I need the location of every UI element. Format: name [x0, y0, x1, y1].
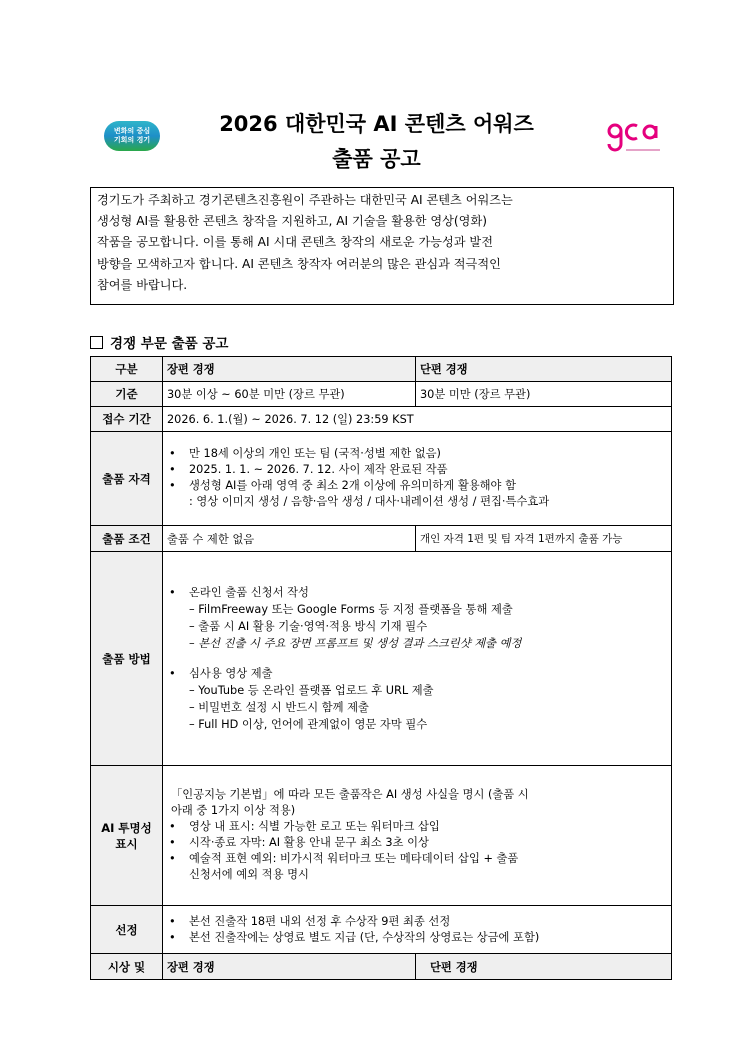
method-cell: [163, 552, 672, 766]
transparency-cell: [163, 766, 672, 906]
header-cell-category: 구분: [91, 357, 163, 382]
row-label-method: 출품 방법: [91, 552, 163, 766]
logo-left-line2: 기회의 경기: [113, 136, 151, 144]
table-row: [91, 552, 672, 766]
transparency-intro: 아래 중 1가지 이상 적용): [171, 804, 296, 818]
table-row: [91, 954, 672, 980]
intro-line: 방향을 모색하고자 합니다. AI 콘텐츠 창작자 여러분의 많은 관심과 적극적인: [97, 256, 501, 271]
criteria-short: 30분 미만 (장르 무관): [416, 382, 672, 407]
list-item: • 영상 내 표시: 식별 가능한 로고 또는 워터마크 삽입: [167, 819, 667, 835]
period-value: 2026. 6. 1.(월) ~ 2026. 7. 12 (일) 23:59 KST: [163, 407, 672, 432]
conditions-short: 개인 자격 1편 및 팀 자격 1편까지 출품 가능: [416, 526, 672, 552]
method-sub: – Full HD 이상, 언어에 관계없이 영문 자막 필수: [189, 717, 428, 731]
row-label-eligibility: 출품 자격: [91, 432, 163, 526]
method-sub: – 비밀번호 설정 시 반드시 함께 제출: [189, 700, 369, 714]
competition-table: [90, 356, 672, 980]
intro-box: [90, 187, 674, 305]
transparency-intro: 「인공지능 기본법」에 따라 모든 출품작은 AI 생성 사실을 명시 (출품 시: [171, 788, 529, 802]
eligibility-cell: [163, 432, 672, 526]
header-cell-short: 단편 경쟁: [416, 357, 672, 382]
table-row: [91, 766, 672, 906]
table-row: [91, 906, 672, 954]
list-item: • 본선 진출작에는 상영료 별도 지급 (단, 수상작의 상영료는 상금에 포함): [167, 930, 667, 946]
table-row: [91, 382, 672, 407]
conditions-feature: 출품 수 제한 없음: [163, 526, 416, 552]
page-title: 2026 대한민국 AI 콘텐츠 어워즈: [219, 112, 534, 136]
table-row: [91, 526, 672, 552]
intro-line: 경기도가 주최하고 경기콘텐츠진흥원이 주관하는 대한민국 AI 콘텐츠 어워즈는: [97, 193, 513, 207]
transparency-label-line: 표시: [115, 836, 138, 851]
header-cell-feature: 장편 경쟁: [163, 357, 416, 382]
awards-feature: 장편 경쟁: [163, 954, 416, 980]
row-label-transparency: [91, 766, 163, 906]
section-heading: [90, 332, 228, 352]
logo-left-line1: 변화의 중심: [113, 127, 151, 135]
row-label-selection: 선정: [91, 906, 163, 954]
page-subtitle: 출품 공고: [332, 147, 421, 171]
list-item: • 예술적 표현 예외: 비가시적 워터마크 또는 메타데이터 삽입 + 출품: [167, 851, 667, 867]
table-row: [91, 407, 672, 432]
transparency-sub: 신청서에 예외 적용 명시: [189, 868, 309, 882]
criteria-feature: 30분 이상 ~ 60분 미만 (장르 무관): [163, 382, 416, 407]
section-title: 경쟁 부문 출품 공고: [110, 336, 229, 352]
checkbox-square-icon: [90, 336, 103, 349]
method-sub: – YouTube 등 온라인 플랫폼 업로드 후 URL 제출: [189, 683, 434, 697]
list-item: • 온라인 출품 신청서 작성: [167, 585, 667, 601]
method-sub-italic: – 본선 진출 시 주요 장면 프롬프트 및 생성 결과 스크린샷 제출 예정: [189, 636, 522, 650]
list-item: • 2025. 1. 1. ~ 2026. 7. 12. 사이 제작 완료된 작품: [167, 462, 667, 478]
awards-short: 단편 경쟁: [416, 954, 672, 980]
intro-line: 참여를 바랍니다.: [97, 277, 188, 292]
list-item: • 심사용 영상 제출: [167, 666, 667, 682]
intro-line: 생성형 AI를 활용한 콘텐츠 창작을 지원하고, AI 기술을 활용한 영상(영화): [97, 214, 487, 229]
selection-cell: [163, 906, 672, 954]
list-item: • 만 18세 이상의 개인 또는 팀 (국적·성별 제한 없음): [167, 446, 667, 462]
list-item: • 생성형 AI를 아래 영역 중 최소 2개 이상에 유의미하게 활용해야 함: [167, 478, 667, 494]
table-row: [91, 357, 672, 382]
list-item: • 시작·종료 자막: AI 활용 안내 문구 최소 3초 이상: [167, 835, 667, 851]
row-label-conditions: 출품 조건: [91, 526, 163, 552]
row-label-awards: 시상 및: [91, 954, 163, 980]
transparency-label-line: AI 투명성: [101, 820, 152, 835]
row-label-criteria: 기준: [91, 382, 163, 407]
table-row: [91, 432, 672, 526]
row-label-period: 접수 기간: [91, 407, 163, 432]
intro-line: 작품을 공모합니다. 이를 통해 AI 시대 콘텐츠 창작의 새로운 가능성과 발전: [97, 235, 493, 250]
method-sub: – FilmFreeway 또는 Google Forms 등 지정 플랫폼을 통해 제출: [189, 602, 513, 616]
list-item: • 본선 진출작 18편 내외 선정 후 수상작 9편 최종 선정: [167, 914, 667, 930]
eligibility-sub: : 영상 이미지 생성 / 음향·음악 생성 / 대사·내레이션 생성 / 편집·특수효과: [189, 495, 550, 509]
method-sub: – 출품 시 AI 활용 기술·영역·적용 방식 기재 필수: [189, 619, 428, 633]
